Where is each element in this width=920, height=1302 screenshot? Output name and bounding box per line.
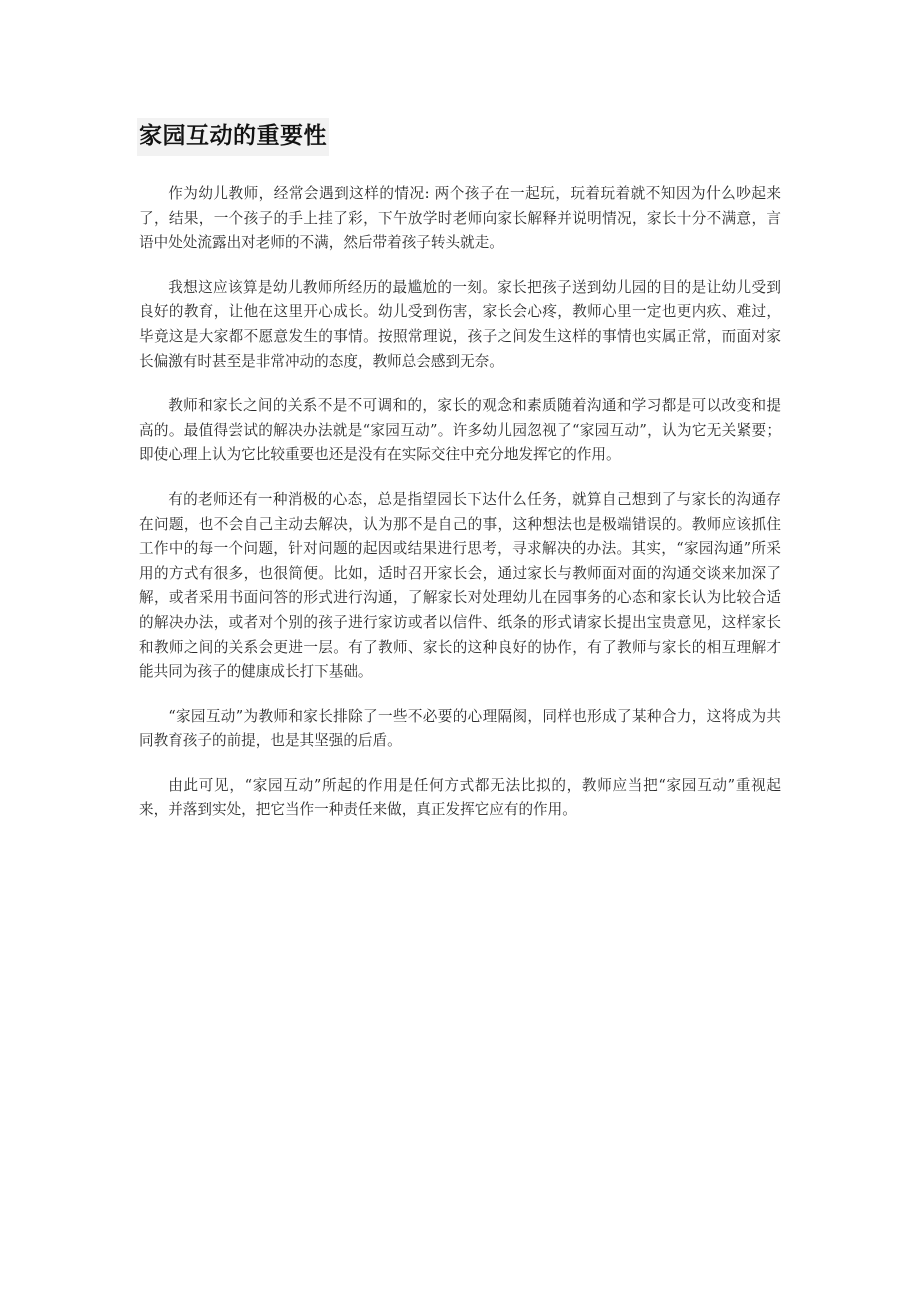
paragraph-3: 教师和家长之间的关系不是不可调和的，家长的观念和素质随着沟通和学习都是可以改变和提高的。最值得尝试的解决办法就是“家园互动”。许多幼儿园忽视了“家园互动”，认为它无关紧要；即使心理上认为它比较重要也还是没有在实际交往中充分地发挥它的作用。 (139, 397, 781, 464)
paragraph-6: 由此可见，“家园互动”所起的作用是任何方式都无法比拟的，教师应当把“家园互动”重视起来，并落到实处，把它当作一种责任来做，真正发挥它应有的作用。 (139, 776, 781, 819)
page-title: 家园互动的重要性 (137, 118, 329, 156)
title-block (137, 118, 329, 156)
paragraph-5: “家园互动”为教师和家长排除了一些不必要的心理隔阂，同样也形成了某种合力，这将成为共同教育孩子的前提，也是其坚强的后盾。 (139, 707, 781, 750)
paragraph-1: 作为幼儿教师，经常会遇到这样的情况: 两个孩子在一起玩，玩着玩着就不知因为什么吵起来了，结果，一个孩子的手上挂了彩，下午放学时老师向家长解释并说明情况，家长十分不满意，言语中处处流露出对老师的不满，然后带着孩子转头就走。 (139, 185, 781, 252)
article-body (139, 182, 781, 843)
paragraph-2: 我想这应该算是幼儿教师所经历的最尴尬的一刻。家长把孩子送到幼儿园的目的是让幼儿受到良好的教育，让他在这里开心成长。幼儿受到伤害，家长会心疼，教师心里一定也更内疚、难过，毕竟这是大家都不愿意发生的事情。按照常理说，孩子之间发生这样的事情也实属正常，而面对家长偏激有时甚至是非常冲动的态度，教师总会感到无奈。 (139, 278, 781, 370)
paragraph-4: 有的老师还有一种消极的心态，总是指望园长下达什么任务，就算自己想到了与家长的沟通存在问题，也不会自己主动去解决，认为那不是自己的事，这种想法也是极端错误的。教师应该抓住工作中的每一个问题，针对问题的起因或结果进行思考，寻求解决的办法。其实，“家园沟通”所采用的方式有很多，也很简便。比如，适时召开家长会，通过家长与教师面对面的沟通交谈来加深了解，或者采用书面问答的形式进行沟通，了解家长对处理幼儿在园事务的心态和家长认为比较合适的解决办法，或者对个别的孩子进行家访或者以信件、纸条的形式请家长提出宝贵意见，这样家长和教师之间的关系会更进一层。有了教师、家长的这种良好的协作，有了教师与家长的相互理解才能共同为孩子的健康成长打下基础。 (139, 490, 781, 681)
